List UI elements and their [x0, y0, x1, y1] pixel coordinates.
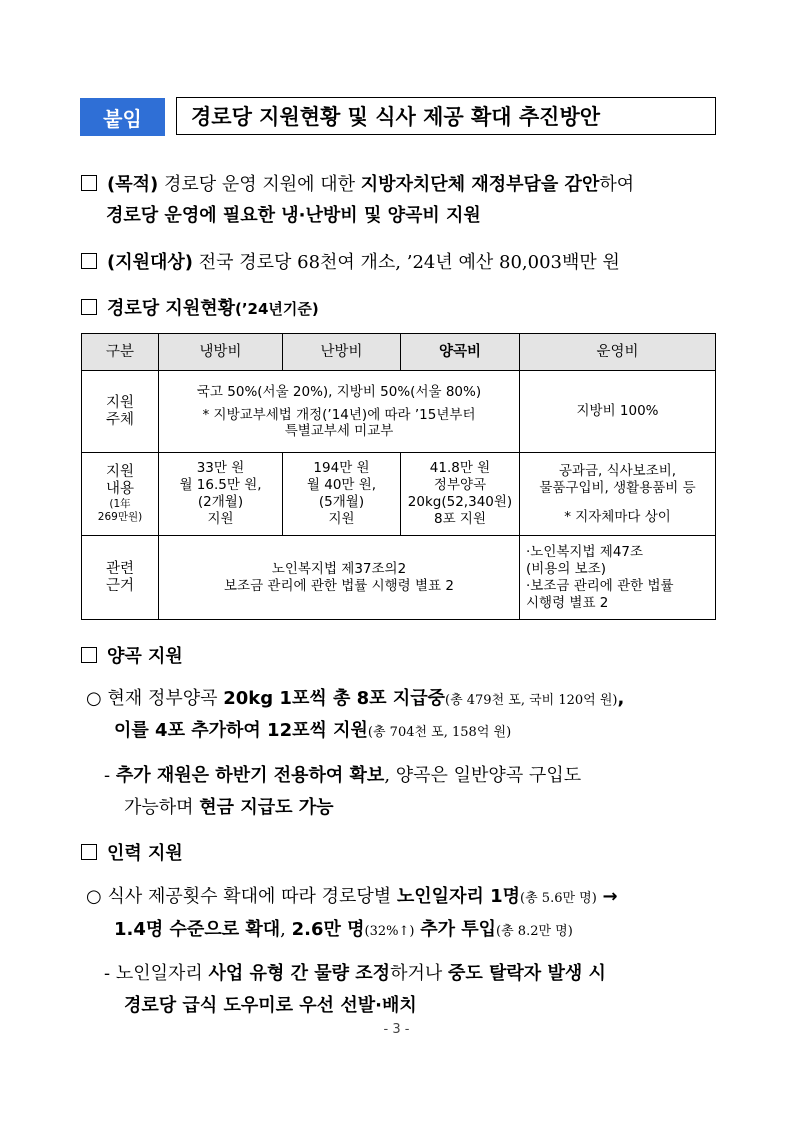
operation-funding-cell: 지방비 100% — [520, 371, 716, 453]
checkbox-square-icon — [81, 647, 97, 663]
basis-law-cell: 노인복지법 제37조의2 보조금 관리에 관한 법률 시행령 별표 2 — [159, 536, 520, 620]
table-row — [82, 536, 716, 620]
rice-line-2: 이를 4포 추가하여 12포씩 지원(총 704천 포, 158억 원) — [114, 720, 512, 741]
arrow-right-icon: → — [602, 886, 618, 907]
staff-line-4: 경로당 급식 도우미로 우선 선발·배치 — [124, 995, 417, 1016]
target-line: (지원대상) 전국 경로당 68천여 개소, ’24년 예산 80,003백만 원 — [81, 250, 620, 276]
funding-ratio-text: 국고 50%(서울 20%), 지방비 50%(서울 80%) — [196, 384, 482, 400]
row-label-content — [82, 453, 159, 536]
purpose-line-1: (목적) 경로당 운영 지원에 대한 지방자치단체 재정부담을 감안하여 — [81, 172, 634, 198]
support-status-table — [81, 333, 716, 620]
header-category: 구분 — [82, 334, 159, 371]
table-row — [82, 371, 716, 453]
content-total-text: (1年 269만원) — [97, 498, 143, 523]
dash-bullet: - — [104, 963, 111, 984]
checkbox-square-icon — [81, 253, 97, 269]
purpose-line-2: 경로당 운영에 필요한 냉·난방비 및 양곡비 지원 — [106, 205, 481, 226]
operation-content-cell — [520, 453, 716, 536]
header-rice: 양곡비 — [401, 334, 520, 371]
rice-line-1: ○ 현재 정부양곡 20kg 1포씩 총 8포 지급중(총 479천 포, 국비 120억 원), — [86, 688, 625, 709]
rice-line-4: 가능하며 현금 지급도 가능 — [124, 797, 334, 818]
rice-heading: 양곡 지원 — [81, 644, 183, 670]
circle-bullet-icon: ○ — [86, 886, 102, 907]
page-number: - 3 - — [383, 1022, 410, 1037]
staff-line-2: 1.4명 수준으로 확대, 2.6만 명(32%↑) 추가 투입(총 8.2만 명) — [114, 919, 573, 940]
circle-bullet-icon: ○ — [86, 688, 102, 709]
dash-bullet: - — [104, 765, 111, 786]
checkbox-square-icon — [81, 844, 97, 860]
status-heading: 경로당 지원현황(’24년기준) — [81, 296, 319, 322]
cooling-content-cell: 33만 원 월 16.5만 원, (2개월) 지원 — [159, 453, 283, 536]
table-header-row — [82, 334, 716, 371]
staff-line-3: - 노인일자리 사업 유형 간 물량 조정하거나 중도 탈락자 발생 시 — [104, 963, 606, 984]
document-title: 경로당 지원현황 및 식사 제공 확대 추진방안 — [176, 97, 716, 135]
operation-note-text: * 지자체마다 상이 — [564, 508, 671, 525]
funding-note-text: * 지방교부세법 개정(’14년)에 따라 ’15년부터 특별교부세 미교부 — [202, 407, 476, 439]
rice-line-3: - 추가 재원은 하반기 전용하여 확보, 양곡은 일반양곡 구입도 — [104, 765, 582, 786]
operation-items-text: 공과금, 식사보조비, 물품구입비, 생활용품비 등 — [539, 462, 696, 496]
header-heating: 난방비 — [283, 334, 401, 371]
checkbox-square-icon — [81, 299, 97, 315]
content-label-text: 지원 내용 — [105, 464, 134, 497]
staff-line-1: ○ 식사 제공횟수 확대에 따라 경로당별 노인일자리 1명(총 5.6만 명) → — [86, 886, 618, 907]
staff-heading: 인력 지원 — [81, 841, 183, 867]
header-operation: 운영비 — [520, 334, 716, 371]
operation-basis-cell: ·노인복지법 제47조 (비용의 보조) ·보조금 관리에 관한 법률 시행령 별표 2 — [520, 536, 716, 620]
table-row — [82, 453, 716, 536]
subject-funding-cell — [159, 371, 520, 453]
row-label-basis: 관련 근거 — [82, 536, 159, 620]
heating-content-cell: 194만 원 월 40만 원, (5개월) 지원 — [283, 453, 401, 536]
rice-content-cell: 41.8만 원 정부양곡 20kg(52,340원) 8포 지원 — [401, 453, 520, 536]
row-label-subject: 지원 주체 — [82, 371, 159, 453]
checkbox-square-icon — [81, 175, 97, 191]
header-cooling: 냉방비 — [159, 334, 283, 371]
attachment-badge: 붙임 — [80, 98, 165, 136]
